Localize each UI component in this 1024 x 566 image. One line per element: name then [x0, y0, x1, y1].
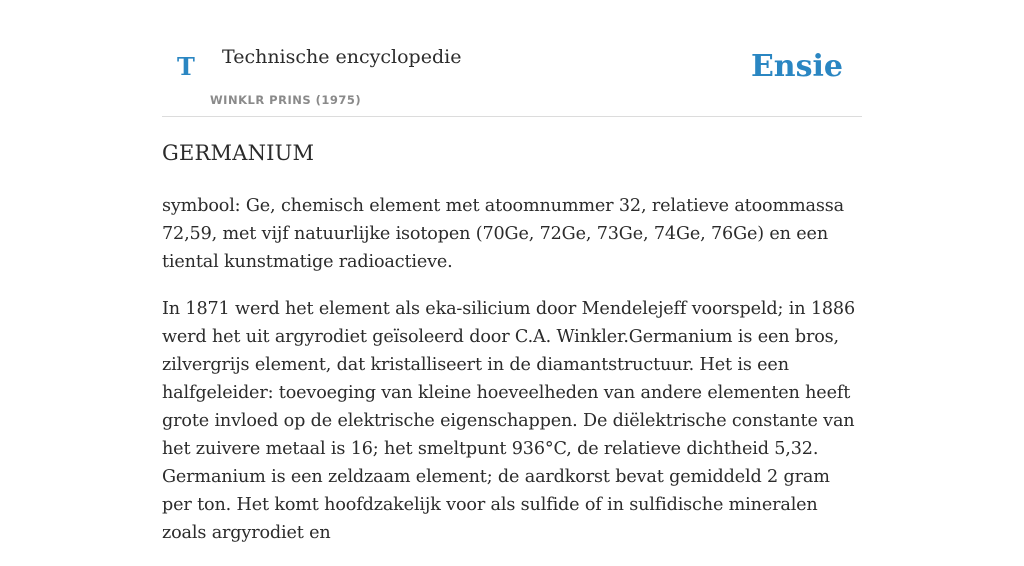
- article-title: GERMANIUM: [162, 141, 315, 165]
- page-header: [162, 0, 862, 117]
- article-paragraph: symbool: Ge, chemisch element met atoomnummer 32, relatieve atoommassa 72,59, met vijf natuurlijke isotopen (70Ge, 72Ge, 73Ge, 74Ge, 76Ge) en een tiental kunstmatige radioactieve.: [162, 196, 844, 272]
- article-paragraph: In 1871 werd het element als eka-silicium door Mendelejeff voorspeld; in 1886 werd het uit argyrodiet geïsoleerd door C.A. Winkler.Germanium is een bros, zilvergrijs element, dat kristalliseert in de diamantstructuur. Het is een halfgeleider: toevoeging van kleine hoeveelheden van andere elementen heeft grote invloed op de elektrische eigenschappen. De diëlektrische constante van het zuivere metaal is 16; het smeltpunt 936°C, de relatieve dichtheid 5,32. Germanium is een zeldzaam element; de aardkorst bevat gemiddeld 2 gram per ton. Het komt hoofdzakelijk voor als sulfide of in sulfidische mineralen zoals argyrodiet en: [162, 299, 855, 543]
- brand-logo-link[interactable]: Ensie: [750, 49, 843, 84]
- encyclopedia-source: WINKLR PRINS (1975): [210, 93, 362, 107]
- encyclopedia-title[interactable]: Technische encyclopedie: [222, 46, 462, 68]
- page-container: [162, 0, 862, 543]
- encyclopedia-logo-icon[interactable]: T: [177, 52, 195, 81]
- article-body: [162, 192, 862, 566]
